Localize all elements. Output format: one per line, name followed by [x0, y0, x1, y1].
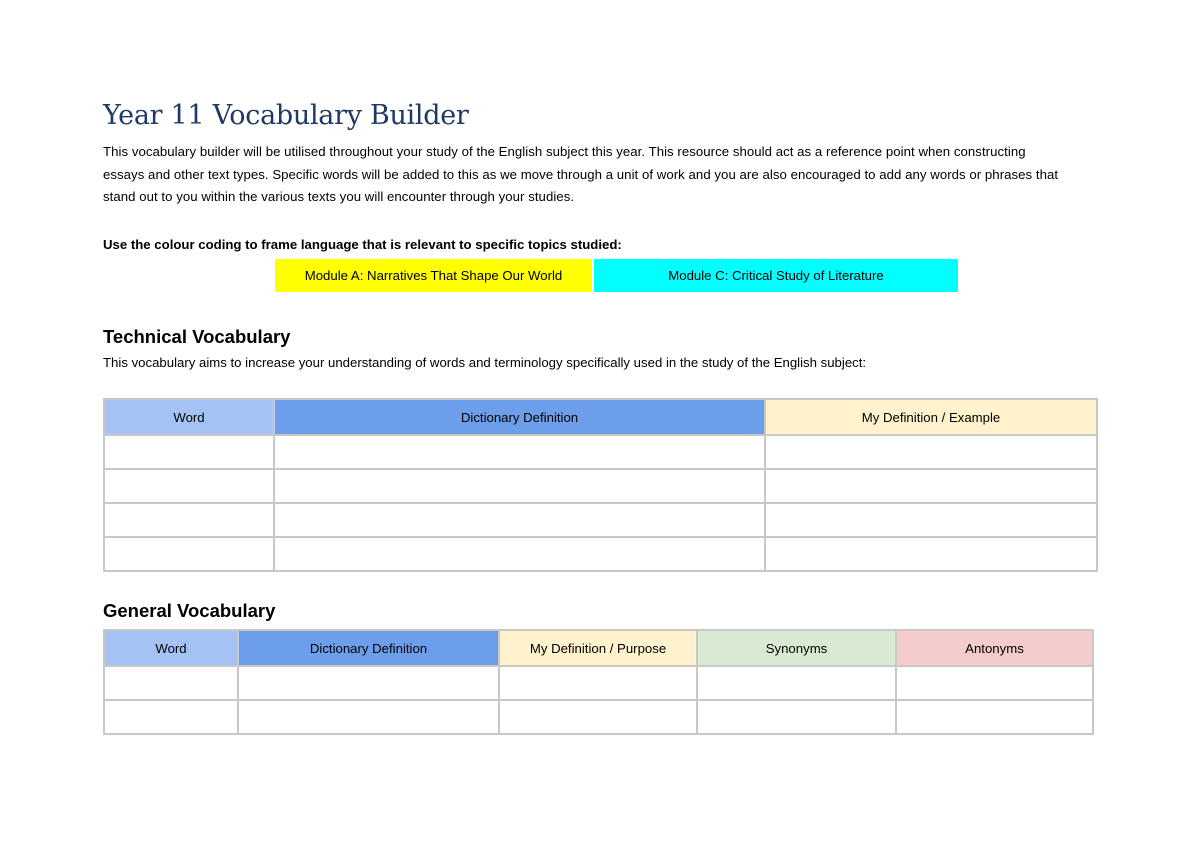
table-cell[interactable] [697, 666, 896, 700]
table-cell[interactable] [765, 469, 1097, 503]
table-row [104, 469, 1097, 503]
table-cell[interactable] [896, 700, 1093, 734]
table-cell[interactable] [274, 469, 765, 503]
table-cell[interactable] [499, 666, 697, 700]
table-cell[interactable] [238, 666, 499, 700]
header-antonyms: Antonyms [896, 630, 1093, 666]
header-my-definition-purpose: My Definition / Purpose [499, 630, 697, 666]
header-dictionary-definition: Dictionary Definition [274, 399, 765, 435]
table-row [104, 666, 1093, 700]
table-cell[interactable] [499, 700, 697, 734]
module-c-label: Module C: Critical Study of Literature [668, 268, 884, 283]
table-cell[interactable] [274, 435, 765, 469]
technical-vocabulary-description: This vocabulary aims to increase your understanding of words and terminology specifically used in the study of the English subject: [103, 355, 867, 370]
table-cell[interactable] [765, 537, 1097, 571]
general-vocabulary-table [103, 629, 1094, 735]
module-a-label: Module A: Narratives That Shape Our World [304, 268, 563, 283]
table-cell[interactable] [104, 700, 238, 734]
header-word: Word [104, 630, 238, 666]
colour-coding-instruction: Use the colour coding to frame language that is relevant to specific topics studied: [103, 237, 622, 252]
table-row [104, 435, 1097, 469]
table-cell[interactable] [274, 537, 765, 571]
table-cell[interactable] [274, 503, 765, 537]
table-row [104, 503, 1097, 537]
table-row [104, 700, 1093, 734]
technical-vocabulary-heading: Technical Vocabulary [103, 326, 291, 347]
module-c-legend [594, 259, 958, 292]
header-synonyms: Synonyms [697, 630, 896, 666]
table-cell[interactable] [104, 503, 274, 537]
table-cell[interactable] [765, 503, 1097, 537]
module-a-legend [275, 259, 592, 292]
intro-paragraph: This vocabulary builder will be utilised throughout your study of the English subject this year. This resource should act as a reference point when constructing essays and other text types. Specific words will be added to this as we move through a unit of work and you are also encouraged to add any words or phrases that stand out to you within the various texts you will encounter through your studies. [103, 144, 1059, 204]
page-title: Year 11 Vocabulary Builder [103, 100, 469, 131]
table-row [104, 537, 1097, 571]
table-header-row [104, 399, 1097, 435]
header-my-definition-example: My Definition / Example [765, 399, 1097, 435]
table-cell[interactable] [104, 666, 238, 700]
table-cell[interactable] [238, 700, 499, 734]
header-dictionary-definition: Dictionary Definition [238, 630, 499, 666]
technical-vocabulary-table [103, 398, 1098, 572]
table-cell[interactable] [896, 666, 1093, 700]
table-cell[interactable] [104, 435, 274, 469]
table-cell[interactable] [104, 469, 274, 503]
general-vocabulary-heading: General Vocabulary [103, 600, 276, 621]
table-cell[interactable] [765, 435, 1097, 469]
header-word: Word [104, 399, 274, 435]
table-cell[interactable] [104, 537, 274, 571]
table-cell[interactable] [697, 700, 896, 734]
table-header-row [104, 630, 1093, 666]
